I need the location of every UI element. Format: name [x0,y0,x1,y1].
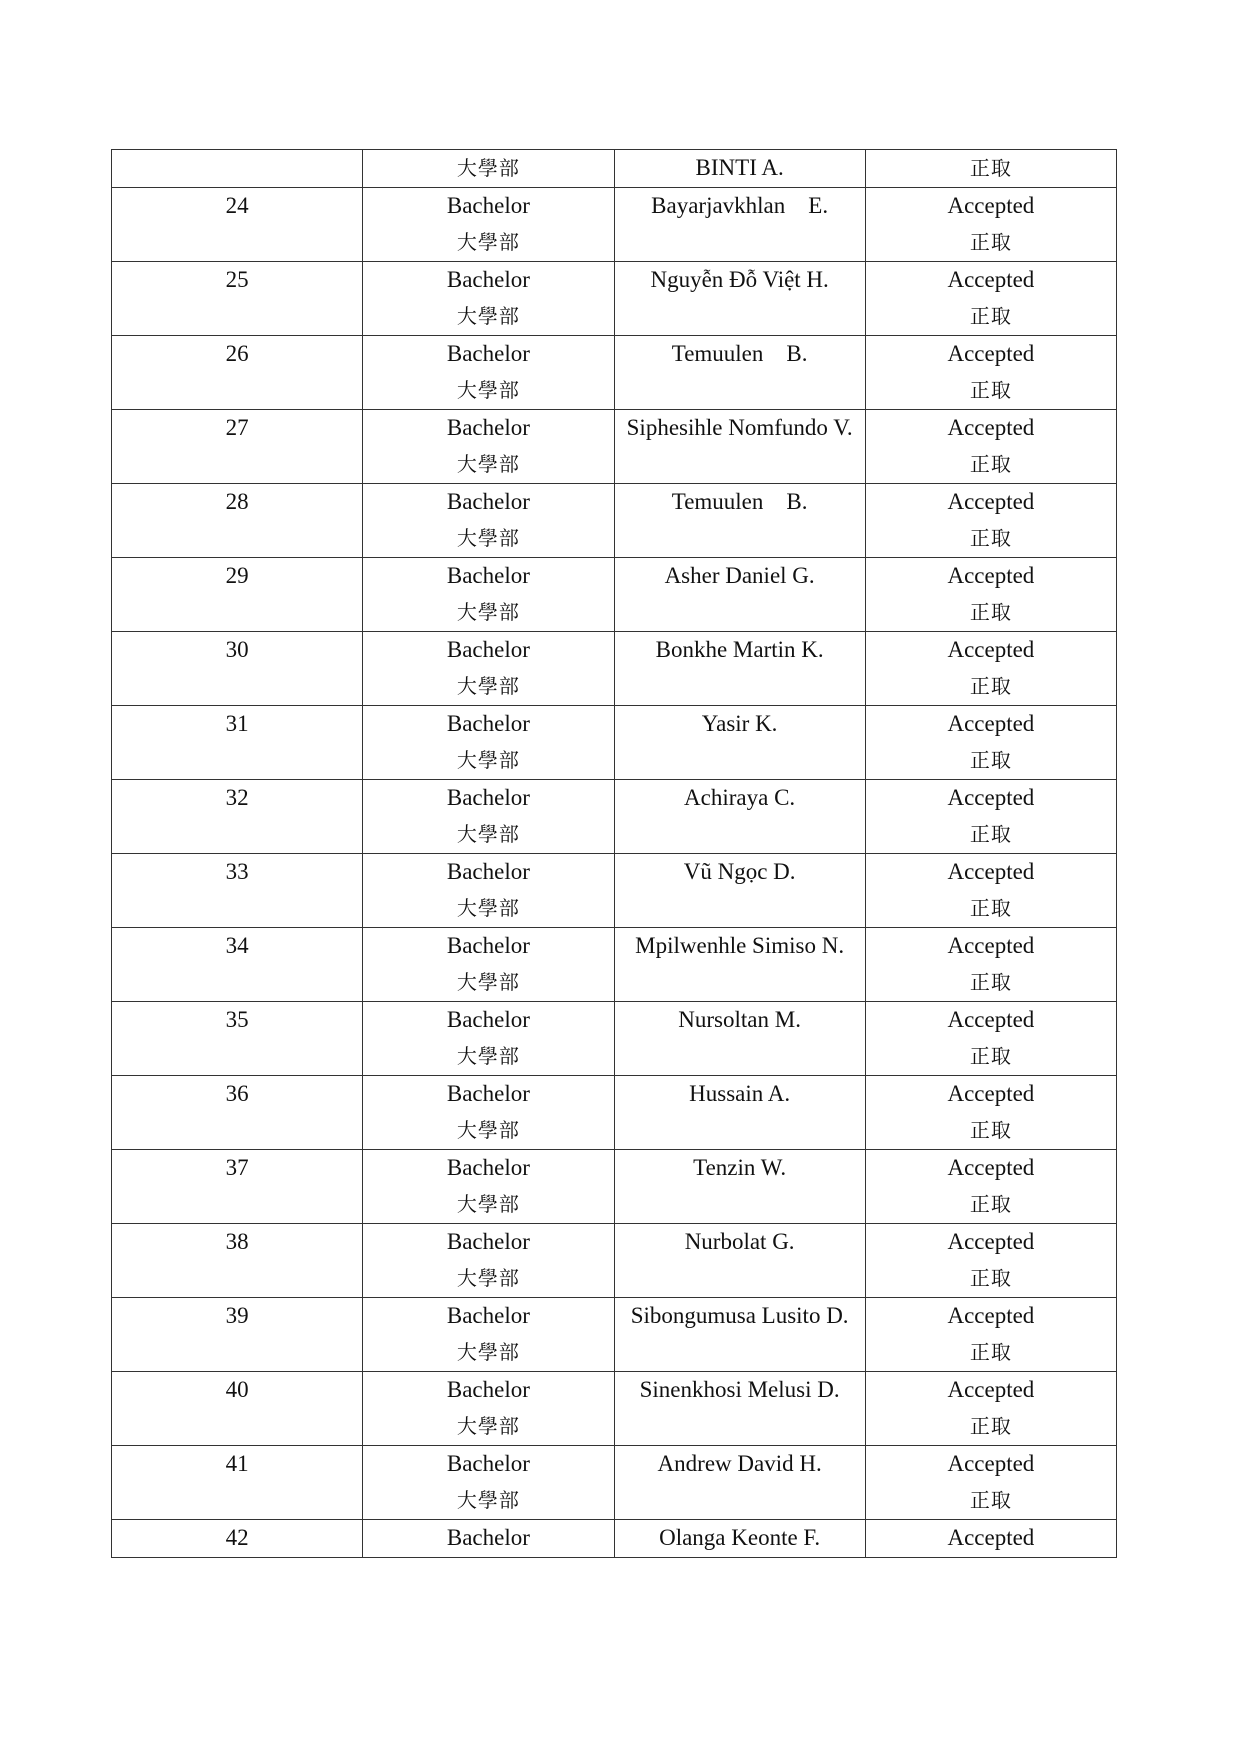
program-zh: 大學部 [456,304,520,328]
status-cell [865,632,1116,706]
number-cell [112,336,363,410]
number-cell [112,632,363,706]
status-zh: 正取 [969,1266,1012,1290]
table-row [112,632,1117,706]
program-zh: 大學部 [456,970,520,994]
status-en: Accepted [947,1155,1035,1180]
status-zh: 正取 [969,1044,1012,1068]
applicant-name: Vũ Ngọc D. [683,859,796,884]
status-zh: 正取 [969,600,1012,624]
table-row [112,262,1117,336]
program-en: Bachelor [446,341,530,366]
number-cell [112,484,363,558]
name-cell [614,336,865,410]
program-zh: 大學部 [456,230,520,254]
program-zh: 大學部 [456,378,520,402]
applicant-name: Nursoltan M. [678,1007,801,1032]
status-en: Accepted [947,489,1035,514]
program-cell [363,188,614,262]
name-cell [614,632,865,706]
program-cell [363,1076,614,1150]
status-cell [865,1150,1116,1224]
program-zh: 大學部 [456,1192,520,1216]
program-cell [363,1520,614,1558]
status-en: Accepted [947,1007,1035,1032]
status-zh: 正取 [969,452,1012,476]
status-cell [865,558,1116,632]
program-cell [363,150,614,188]
applicant-name: Achiraya C. [684,785,796,810]
name-cell [614,1520,865,1558]
table-row [112,1446,1117,1520]
status-cell [865,150,1116,188]
table-row [112,336,1117,410]
program-zh: 大學部 [456,1044,520,1068]
applicant-name: Nguyễn Đỗ Việt H. [650,267,829,292]
table-row [112,188,1117,262]
row-number: 40 [225,1377,249,1402]
program-en: Bachelor [446,489,530,514]
number-cell [112,1076,363,1150]
program-cell [363,262,614,336]
status-cell [865,854,1116,928]
number-cell [112,1298,363,1372]
table-row [112,928,1117,1002]
number-cell [112,1150,363,1224]
status-en: Accepted [947,267,1035,292]
row-number: 34 [225,933,249,958]
row-number: 35 [225,1007,249,1032]
applicant-name: Asher Daniel G. [664,563,815,588]
program-cell [363,1224,614,1298]
status-zh: 正取 [969,156,1012,180]
status-zh: 正取 [969,526,1012,550]
table-row [112,1224,1117,1298]
program-cell [363,336,614,410]
status-cell [865,188,1116,262]
program-en: Bachelor [446,1525,530,1550]
table-row [112,1150,1117,1224]
applicant-name: Hussain A. [689,1081,791,1106]
table-row [112,706,1117,780]
row-number: 33 [225,859,249,884]
status-zh: 正取 [969,822,1012,846]
status-cell [865,1520,1116,1558]
status-cell [865,928,1116,1002]
status-zh: 正取 [969,970,1012,994]
name-cell [614,1446,865,1520]
number-cell [112,1372,363,1446]
name-cell [614,1224,865,1298]
program-zh: 大學部 [456,1118,520,1142]
name-cell [614,780,865,854]
status-en: Accepted [947,415,1035,440]
admission-results-table [111,149,1117,1558]
applicant-name: Bayarjavkhlan E. [651,193,829,218]
program-cell [363,410,614,484]
row-number: 25 [225,267,249,292]
status-cell [865,1446,1116,1520]
applicant-name: Andrew David H. [657,1451,822,1476]
number-cell [112,410,363,484]
program-cell [363,484,614,558]
program-zh: 大學部 [456,526,520,550]
name-cell [614,1298,865,1372]
program-cell [363,706,614,780]
status-en: Accepted [947,1229,1035,1254]
name-cell [614,150,865,188]
program-zh: 大學部 [456,1340,520,1364]
program-en: Bachelor [446,711,530,736]
name-cell [614,1372,865,1446]
row-number: 30 [225,637,249,662]
status-cell [865,1224,1116,1298]
applicant-name: Yasir K. [701,711,778,736]
number-cell [112,1224,363,1298]
applicant-name: Mpilwenhle Simiso N. [635,933,845,958]
program-en: Bachelor [446,415,530,440]
program-en: Bachelor [446,1303,530,1328]
program-en: Bachelor [446,563,530,588]
applicant-name: Olanga Keonte F. [659,1525,821,1550]
table-row [112,150,1117,188]
status-zh: 正取 [969,230,1012,254]
status-zh: 正取 [969,748,1012,772]
row-number: 36 [225,1081,249,1106]
row-number: 37 [225,1155,249,1180]
status-cell [865,1076,1116,1150]
status-zh: 正取 [969,1488,1012,1512]
table-row [112,854,1117,928]
number-cell [112,1520,363,1558]
applicant-name: Sibongumusa Lusito D. [630,1303,849,1328]
status-zh: 正取 [969,896,1012,920]
program-en: Bachelor [446,1007,530,1032]
program-cell [363,854,614,928]
applicant-name: Temuulen B. [671,341,808,366]
program-en: Bachelor [446,1155,530,1180]
program-zh: 大學部 [456,452,520,476]
status-cell [865,706,1116,780]
number-cell [112,1446,363,1520]
status-en: Accepted [947,711,1035,736]
table-row [112,1076,1117,1150]
row-number: 26 [225,341,249,366]
program-cell [363,1446,614,1520]
status-cell [865,484,1116,558]
name-cell [614,410,865,484]
name-cell [614,188,865,262]
program-en: Bachelor [446,1451,530,1476]
status-cell [865,262,1116,336]
status-en: Accepted [947,193,1035,218]
status-en: Accepted [947,933,1035,958]
number-cell [112,558,363,632]
row-number: 31 [225,711,249,736]
table-row [112,780,1117,854]
status-en: Accepted [947,1451,1035,1476]
row-number: 41 [225,1451,249,1476]
name-cell [614,262,865,336]
status-zh: 正取 [969,1414,1012,1438]
program-zh: 大學部 [456,1488,520,1512]
number-cell [112,1002,363,1076]
program-cell [363,558,614,632]
program-en: Bachelor [446,1081,530,1106]
row-number: 38 [225,1229,249,1254]
name-cell [614,1002,865,1076]
status-en: Accepted [947,341,1035,366]
applicant-name: Siphesihle Nomfundo V. [626,415,853,440]
program-zh: 大學部 [456,156,520,180]
status-cell [865,1372,1116,1446]
status-cell [865,780,1116,854]
program-zh: 大學部 [456,822,520,846]
program-en: Bachelor [446,859,530,884]
row-number: 42 [225,1525,249,1550]
program-en: Bachelor [446,1229,530,1254]
status-zh: 正取 [969,1192,1012,1216]
status-zh: 正取 [969,1118,1012,1142]
number-cell [112,188,363,262]
program-cell [363,632,614,706]
applicant-name: Bonkhe Martin K. [655,637,824,662]
row-number: 39 [225,1303,249,1328]
number-cell [112,262,363,336]
status-zh: 正取 [969,304,1012,328]
applicant-name: Sinenkhosi Melusi D. [639,1377,840,1402]
status-en: Accepted [947,1525,1035,1550]
table-row [112,1372,1117,1446]
status-cell [865,410,1116,484]
name-cell [614,854,865,928]
status-en: Accepted [947,859,1035,884]
program-cell [363,1150,614,1224]
program-en: Bachelor [446,637,530,662]
status-en: Accepted [947,563,1035,588]
table-row [112,484,1117,558]
program-zh: 大學部 [456,748,520,772]
program-cell [363,780,614,854]
name-cell [614,928,865,1002]
program-cell [363,1372,614,1446]
program-zh: 大學部 [456,1266,520,1290]
program-cell [363,1298,614,1372]
row-number: 32 [225,785,249,810]
program-en: Bachelor [446,785,530,810]
program-zh: 大學部 [456,1414,520,1438]
number-cell [112,150,363,188]
name-cell [614,558,865,632]
applicant-name: Temuulen B. [671,489,808,514]
program-en: Bachelor [446,267,530,292]
table-row [112,1002,1117,1076]
table-row [112,1298,1117,1372]
applicant-name: Nurbolat G. [684,1229,795,1254]
status-en: Accepted [947,637,1035,662]
name-cell [614,1150,865,1224]
row-number: 29 [225,563,249,588]
status-en: Accepted [947,1081,1035,1106]
number-cell [112,706,363,780]
row-number: 27 [225,415,249,440]
status-cell [865,336,1116,410]
status-en: Accepted [947,1303,1035,1328]
table-row [112,410,1117,484]
status-zh: 正取 [969,1340,1012,1364]
program-en: Bachelor [446,1377,530,1402]
name-cell [614,484,865,558]
status-zh: 正取 [969,674,1012,698]
table-row [112,1520,1117,1558]
number-cell [112,854,363,928]
status-zh: 正取 [969,378,1012,402]
status-cell [865,1298,1116,1372]
row-number: 24 [225,193,249,218]
program-zh: 大學部 [456,674,520,698]
applicant-name: BINTI A. [695,155,784,180]
program-zh: 大學部 [456,600,520,624]
status-en: Accepted [947,785,1035,810]
number-cell [112,928,363,1002]
applicant-name: Tenzin W. [693,1155,787,1180]
status-cell [865,1002,1116,1076]
program-zh: 大學部 [456,896,520,920]
table-row [112,558,1117,632]
row-number: 28 [225,489,249,514]
name-cell [614,1076,865,1150]
table-body [112,150,1117,1558]
name-cell [614,706,865,780]
status-en: Accepted [947,1377,1035,1402]
program-en: Bachelor [446,193,530,218]
program-cell [363,928,614,1002]
program-cell [363,1002,614,1076]
program-en: Bachelor [446,933,530,958]
number-cell [112,780,363,854]
